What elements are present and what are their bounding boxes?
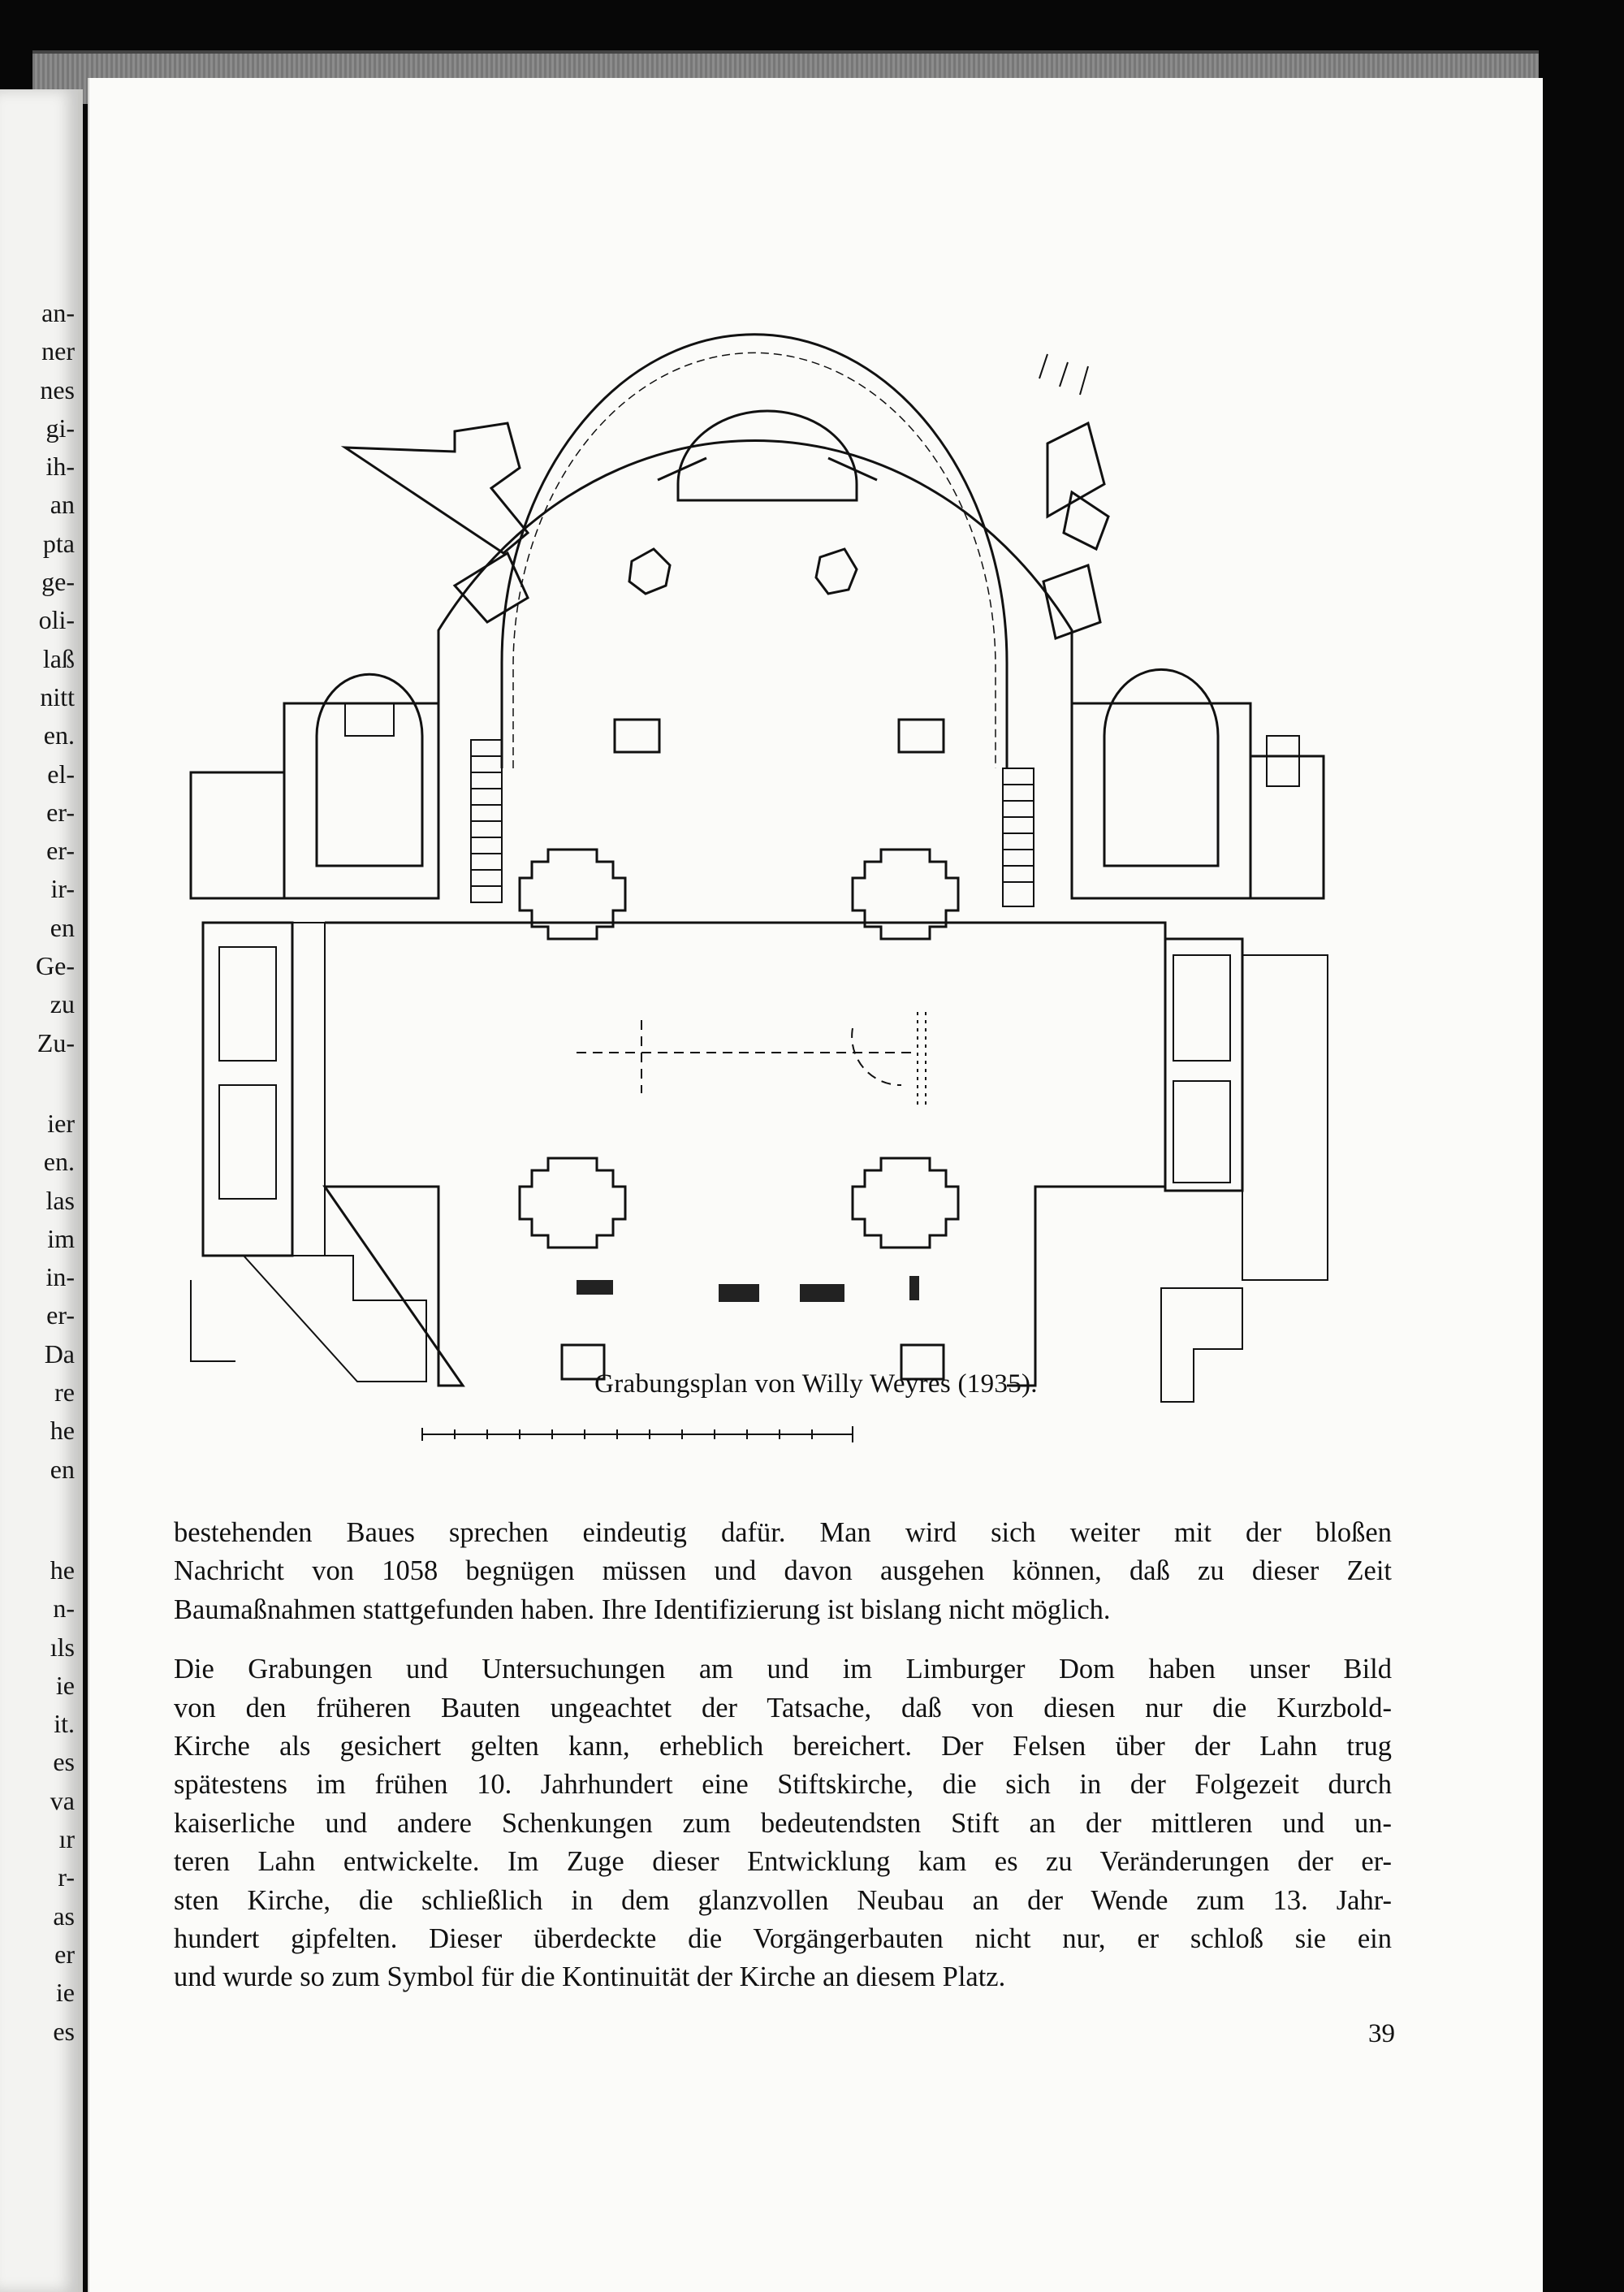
left-page-fragment: ıls: [50, 1632, 75, 1662]
left-page-fragment: an: [50, 490, 75, 520]
paragraph-2: [174, 1650, 1392, 1997]
left-page-fragment: in-: [45, 1262, 75, 1292]
text-line: spätestens im frühen 10. Jahrhundert eine Stiftskirche, die sich in der Folgezeit durch: [174, 1769, 1392, 1801]
north-stair: [471, 740, 502, 902]
left-page-fragment: ır: [58, 1824, 75, 1854]
left-page-fragment: n-: [53, 1594, 75, 1624]
left-page-fragment: ge-: [41, 567, 75, 597]
left-page-fragment: er-: [46, 1300, 75, 1330]
page-number: 39: [1368, 2019, 1395, 2048]
figure-caption: Grabungsplan von Willy Weyres (1935).: [594, 1369, 1038, 1399]
north-transept-tower: [284, 703, 438, 898]
left-page-fragment: oli-: [38, 605, 75, 635]
apse-inner-arc: [502, 335, 1007, 768]
left-page-column-b: [0, 1105, 75, 1489]
text-line: Die Grabungen und Untersuchungen am und im Limburger Dom haben unser Bild: [174, 1654, 1392, 1685]
left-page-fragment: im: [47, 1223, 75, 1253]
left-page-fragment: es: [53, 1747, 75, 1777]
right-page: [88, 78, 1543, 2292]
left-page-fragment: laß: [42, 643, 75, 673]
excavation-plan: [187, 281, 1421, 1459]
paragraph-1: [174, 1514, 1392, 1629]
text-line: sten Kirche, die schließlich in dem glanzvollen Neubau an der Wende zum 13. Jahr-: [174, 1884, 1392, 1916]
left-page-fragment: en: [50, 912, 75, 942]
left-page-fragment: es: [53, 2016, 75, 2046]
text-line: teren Lahn entwickelte. Im Zuge dieser Entwicklung kam es zu Veränderungen der er-: [174, 1846, 1392, 1878]
left-page-fragment: ih-: [45, 452, 75, 482]
left-page-fragment: en.: [43, 1147, 75, 1177]
left-page-column-c: [0, 1551, 75, 2051]
left-page-fragment: er-: [46, 797, 75, 827]
left-page-fragment: ie: [55, 1670, 75, 1700]
left-page-fragment: re: [54, 1377, 75, 1408]
left-page-fragment: r-: [58, 1862, 75, 1892]
apse-pier-north: [629, 549, 670, 594]
left-page-fragment: Zu-: [37, 1027, 75, 1057]
left-page-fragment: Da: [44, 1338, 75, 1369]
text-line: bestehenden Baues sprechen eindeutig dafür. Man wird sich weiter mit der bloßen: [174, 1517, 1392, 1548]
left-page-column-a: [0, 294, 75, 1062]
left-page-fragment: ie: [55, 1978, 75, 2008]
text-line: Kirche als gesichert gelten kann, erheblich bereichert. Der Felsen über der Lahn trug: [174, 1731, 1392, 1762]
apse-central-chapel: [678, 411, 857, 500]
left-page-fragment: it.: [54, 1709, 75, 1739]
apse-outer-arc: [438, 440, 1072, 710]
crossing-pier-sw: [520, 1158, 625, 1248]
left-page-fragment: as: [53, 1901, 75, 1931]
left-page-fragment: he: [50, 1555, 75, 1585]
transept-outline: [325, 923, 1165, 1386]
left-page-fragment: en: [50, 1454, 75, 1484]
crossing-pier-ne: [853, 850, 958, 939]
left-page-fragment: ner: [41, 336, 75, 366]
text-line: Baumaßnahmen stattgefunden haben. Ihre Identifizierung ist bislang nicht möglich.: [174, 1594, 1111, 1625]
text-line: kaiserliche und andere Schenkungen zum bedeutendsten Stift an der mittleren und un-: [174, 1807, 1392, 1839]
left-page-fragment: ir-: [50, 874, 75, 904]
left-page-fragment: gi-: [45, 413, 75, 443]
left-page-fragment: he: [50, 1416, 75, 1446]
crossing-pier-nw: [520, 850, 625, 939]
south-transept-tower: [1072, 703, 1250, 898]
apse-pier-w: [615, 720, 659, 752]
apse-pier-e: [899, 720, 944, 752]
text-line: von den früheren Bauten ungeachtet der Tatsache, daß von diesen nur die Kurzbold-: [174, 1692, 1392, 1723]
left-page-fragment: nitt: [40, 681, 75, 711]
left-page-fragment: er: [54, 1939, 75, 1969]
left-page-fragment: ier: [47, 1109, 75, 1138]
south-stair: [1003, 768, 1034, 906]
left-page-fragment: las: [45, 1185, 75, 1215]
left-page-fragment: el-: [47, 759, 75, 789]
left-page-fragment: en.: [43, 720, 75, 750]
left-page-fragment: Ge-: [36, 951, 75, 981]
crossing-pier-se: [853, 1158, 958, 1248]
left-page-fragment: er-: [46, 836, 75, 866]
apse-south-chapel: [1047, 423, 1104, 517]
text-line: Nachricht von 1058 begnügen müssen und davon ausgehen können, daß zu dieser Zeit: [174, 1555, 1392, 1587]
text-line: hundert gipfelten. Dieser überdeckte die Vorgängerbauten nicht nur, er schloß sie ein: [174, 1923, 1392, 1955]
left-page-fragment: an-: [41, 298, 75, 327]
apse-pier-south: [816, 549, 857, 594]
text-line: und wurde so zum Symbol für die Kontinuität der Kirche an diesem Platz.: [174, 1961, 1006, 1993]
left-facing-page: [0, 89, 83, 2292]
left-page-fragment: nes: [40, 374, 75, 404]
scale-bar: [422, 1426, 853, 1442]
left-page-fragment: pta: [42, 528, 75, 558]
body-text: [174, 1514, 1392, 2018]
left-page-fragment: zu: [50, 989, 75, 1019]
left-page-fragment: va: [50, 1785, 75, 1815]
